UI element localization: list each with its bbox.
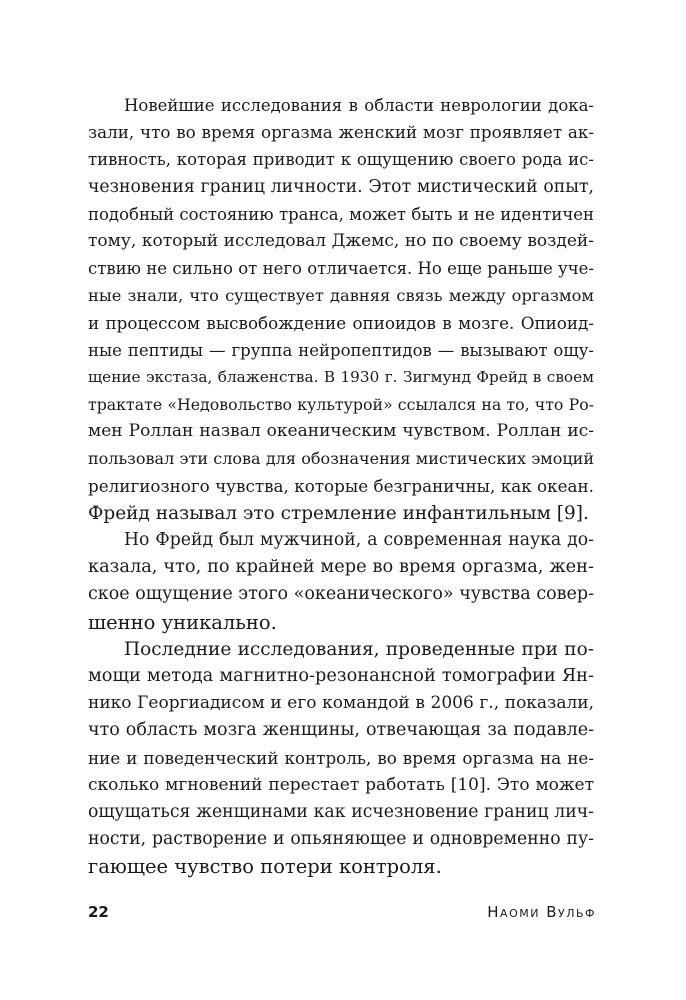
text-line: тивность, которая приводит к ощущению своего рода ис- — [88, 150, 594, 170]
text-line: ощущаться женщинами как исчезновение границ лич- — [88, 801, 594, 822]
page-footer — [88, 901, 596, 925]
text-line: тому, который исследовал Джемс, но по своему воздей- — [88, 230, 594, 251]
text-line: ние и поведенческий контроль, во время оргазма на не- — [88, 747, 594, 768]
text-line: чезновения границ личности. Этот мистический опыт, — [88, 176, 594, 197]
running-head-author: Наоми Вульф — [487, 903, 596, 921]
text-line: шенно уникально. — [88, 610, 277, 634]
text-line: ные знали, что существует давняя связь между оргазмом — [88, 286, 594, 306]
body-text — [88, 92, 594, 880]
text-line: что область мозга женщины, отвечающая за подавле- — [88, 720, 594, 741]
text-line: ности, растворение и опьяняющее и одновременно пу- — [88, 829, 594, 850]
text-line: ское ощущение этого «океанического» чувства совер- — [88, 584, 594, 605]
text-line: Новейшие исследования в области неврологии дока- — [124, 96, 594, 115]
text-line: гающее чувство потери контроля. — [88, 855, 442, 879]
text-line: зали, что во время оргазма женский мозг проявляет ак- — [88, 122, 594, 143]
text-line: Но Фрейд был мужчиной, а современная наука до- — [124, 530, 594, 550]
text-line: пользовал эти слова для обозначения мистических эмоций — [88, 449, 594, 469]
text-line: сколько мгновений перестает работать [10]. Это может — [88, 774, 594, 795]
text-line: Фрейд называл это стремление инфантильным [9]. — [88, 502, 589, 524]
text-line: и процессом высвобождение опиоидов в мозге. Опиоид- — [88, 312, 594, 333]
text-line: трактате «Недовольство культурой» ссылался на то, что Ро- — [88, 395, 594, 415]
paragraph-2 — [88, 527, 594, 636]
page-number: 22 — [88, 903, 109, 921]
text-line: щение экстаза, блаженства. В 1930 г. Зигмунд Фрейд в своем — [88, 367, 594, 386]
text-line: Последние исследования, проведенные при по- — [124, 638, 594, 660]
text-line: мен Роллан назвал океаническим чувством. Роллан ис- — [88, 421, 594, 442]
text-line: нико Георгиадисом и его командой в 2006 г., показали, — [88, 693, 594, 714]
paragraph-3 — [88, 636, 594, 881]
text-line: ствию не сильно от него отличается. Но еще раньше уче- — [88, 259, 594, 279]
text-line: казала, что, по крайней мере во время оргазма, жен- — [88, 557, 594, 578]
text-line: мощи метода магнитно-резонансной томографии Ян- — [88, 665, 594, 686]
text-line: подобный состоянию транса, может быть и не идентичен — [88, 204, 594, 224]
text-line: религиозного чувства, которые безграничны, как океан. — [88, 475, 594, 496]
text-line: ные пептиды — группа нейропептидов — вызывают ощу- — [88, 340, 594, 360]
paragraph-1 — [88, 92, 594, 527]
